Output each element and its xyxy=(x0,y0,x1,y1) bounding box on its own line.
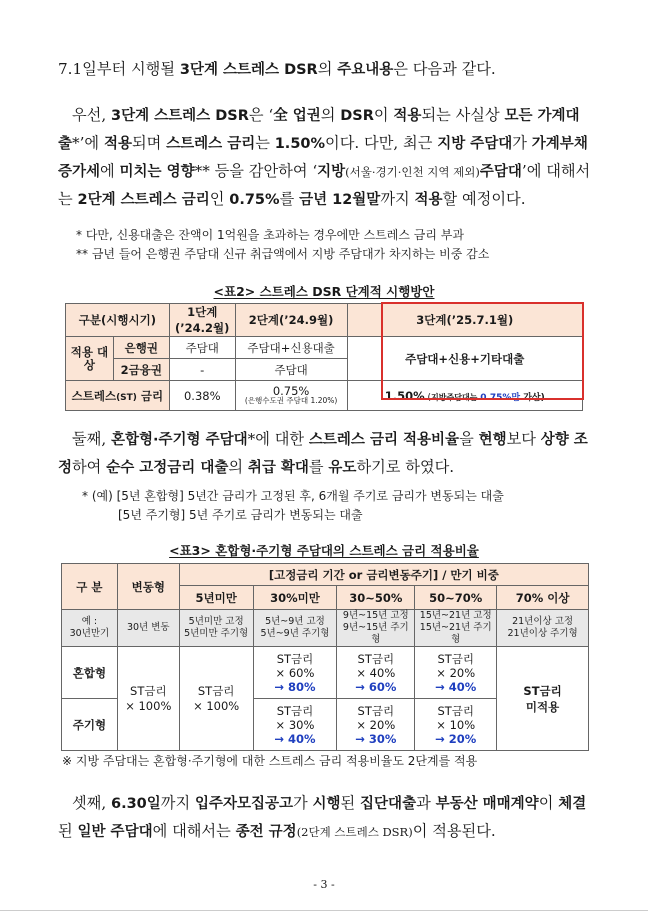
table3-stress-rate-ratio xyxy=(61,563,589,751)
table2-stage2-bank: 주담대+신용대출 xyxy=(235,337,347,359)
table3-header-variable: 변동형 xyxy=(117,564,179,610)
table2-stress-rate-label: 스트레스(ST) 금리 xyxy=(66,381,170,411)
table3-variable-value: ST금리 × 100% xyxy=(117,647,179,751)
table3-col-under5y: 5년미만 xyxy=(179,586,253,610)
table3-example-label: 예 : 30년만기 xyxy=(62,610,118,647)
table3-col-50-70: 50~70% xyxy=(415,586,497,610)
table2-header-stage3: 3단계(’25.7.1월) xyxy=(347,304,583,337)
table3-example-3: 9년~15년 고정 9년~15년 주기형 xyxy=(337,610,415,647)
footnote-credit-loan: * 다만, 신용대출은 잔액이 1억원을 초과하는 경우에만 스트레스 금리 부과 xyxy=(76,228,464,242)
table2-stage2-fin2: 주담대 xyxy=(235,359,347,381)
table2-header-stage1: 1단계(’24.2월) xyxy=(169,304,235,337)
table3-caption: <표3> 혼합형·주기형 주담대의 스트레스 금리 적용비율 xyxy=(169,543,479,558)
page-bottom-divider xyxy=(0,910,648,916)
table3-row-mixed: 혼합형 xyxy=(62,647,118,699)
page-number: - 3 - xyxy=(313,878,335,891)
table3-col-under30: 30%미만 xyxy=(253,586,337,610)
table3-mixed-50-70: ST금리 × 20% → 40% xyxy=(415,647,497,699)
table3-periodic-under30: ST금리 × 30% → 40% xyxy=(253,699,337,751)
paragraph-second: 둘째, 혼합형·주기형 주담대*에 대한 스트레스 금리 적용비율을 현행보다 상향 조정하여 순수 고정금리 대출의 취급 확대를 유도하기로 하였다. xyxy=(58,430,588,476)
table2-stage1-rate: 0.38% xyxy=(169,381,235,411)
table3-note: ※ 지방 주담대는 혼합형·주기형에 대한 스트레스 금리 적용비율도 2단계를 적용 xyxy=(62,754,478,768)
table3-example-5: 21년이상 고정 21년이상 주기형 xyxy=(497,610,589,647)
table2-stage1-fin2: - xyxy=(169,359,235,381)
table2-header-stage2: 2단계(’24.9월) xyxy=(235,304,347,337)
table2-stage3-rate: 1.50% (지방주담대는 0.75%만 가산) xyxy=(347,381,583,411)
footnote-local-mortgage: ** 금년 들어 은행권 주담대 신규 취급액에서 지방 주담대가 차지하는 비중 감소 xyxy=(76,247,490,261)
table2-stage3-scope: 주담대+신용+기타대출 xyxy=(347,337,583,381)
table3-col-30-50: 30~50% xyxy=(337,586,415,610)
intro-paragraph: 7.1일부터 시행될 3단계 스트레스 DSR의 주요내용은 다음과 같다. xyxy=(58,60,496,78)
table3-under5y-value: ST금리 × 100% xyxy=(179,647,253,751)
table3-example-4: 15년~21년 고정 15년~21년 주기형 xyxy=(415,610,497,647)
table2-stage2-rate: 0.75% (은행수도권 주담대 1.20%) xyxy=(235,381,347,411)
table2-caption: <표2> 스트레스 DSR 단계적 시행방안 xyxy=(213,284,435,299)
footnote-example-mixed: * (예) [5년 혼합형] 5년간 금리가 고정된 후, 6개월 주기로 금리가 변동되는 대출 xyxy=(82,489,504,503)
table2-fin2-label: 2금융권 xyxy=(113,359,169,381)
table3-header-category: 구 분 xyxy=(62,564,118,610)
table2-stress-dsr-stages xyxy=(65,303,583,411)
table2-scope-label: 적용 대상 xyxy=(66,337,114,381)
table2-stage1-bank: 주담대 xyxy=(169,337,235,359)
table2-header-category: 구분(시행시기) xyxy=(66,304,170,337)
table3-row-periodic: 주기형 xyxy=(62,699,118,751)
paragraph-third: 셋째, 6.30일까지 입주자모집공고가 시행된 집단대출과 부동산 매매계약이 체결된 일반 주담대에 대해서는 종전 규정(2단계 스트레스 DSR)이 적용된다. xyxy=(58,794,587,840)
table3-periodic-30-50: ST금리 × 20% → 30% xyxy=(337,699,415,751)
table3-example-2: 5년~9년 고정 5년~9년 주기형 xyxy=(253,610,337,647)
paragraph-first: 우선, 3단계 스트레스 DSR은 ‘全 업권의 DSR이 적용되는 사실상 모든 가계대출*’에 적용되며 스트레스 금리는 1.50%이다. 다만, 최근 지방 주담대가 가계부채 증가세에 미치는 영향** 등을 감안하여 ‘지방(서울·경기·인천 지역 제외)주담대’에 대해서는 2단계 스트레스 금리인 0.75%를 금년 12월말까지 적용할 예정이다. xyxy=(58,106,591,208)
table3-col-over70: 70% 이상 xyxy=(497,586,589,610)
footnote-example-periodic: [5년 주기형] 5년 주기로 금리가 변동되는 대출 xyxy=(118,508,363,522)
table3-periodic-50-70: ST금리 × 10% → 20% xyxy=(415,699,497,751)
table3-over70-value: ST금리 미적용 xyxy=(497,647,589,751)
table3-example-1: 5년미만 고정 5년미만 주기형 xyxy=(179,610,253,647)
table2-bank-label: 은행권 xyxy=(113,337,169,359)
table3-header-group: [고정금리 기간 or 금리변동주기] / 만기 비중 xyxy=(179,564,588,586)
table3-mixed-under30: ST금리 × 60% → 80% xyxy=(253,647,337,699)
table3-example-variable: 30년 변동 xyxy=(117,610,179,647)
table3-mixed-30-50: ST금리 × 40% → 60% xyxy=(337,647,415,699)
